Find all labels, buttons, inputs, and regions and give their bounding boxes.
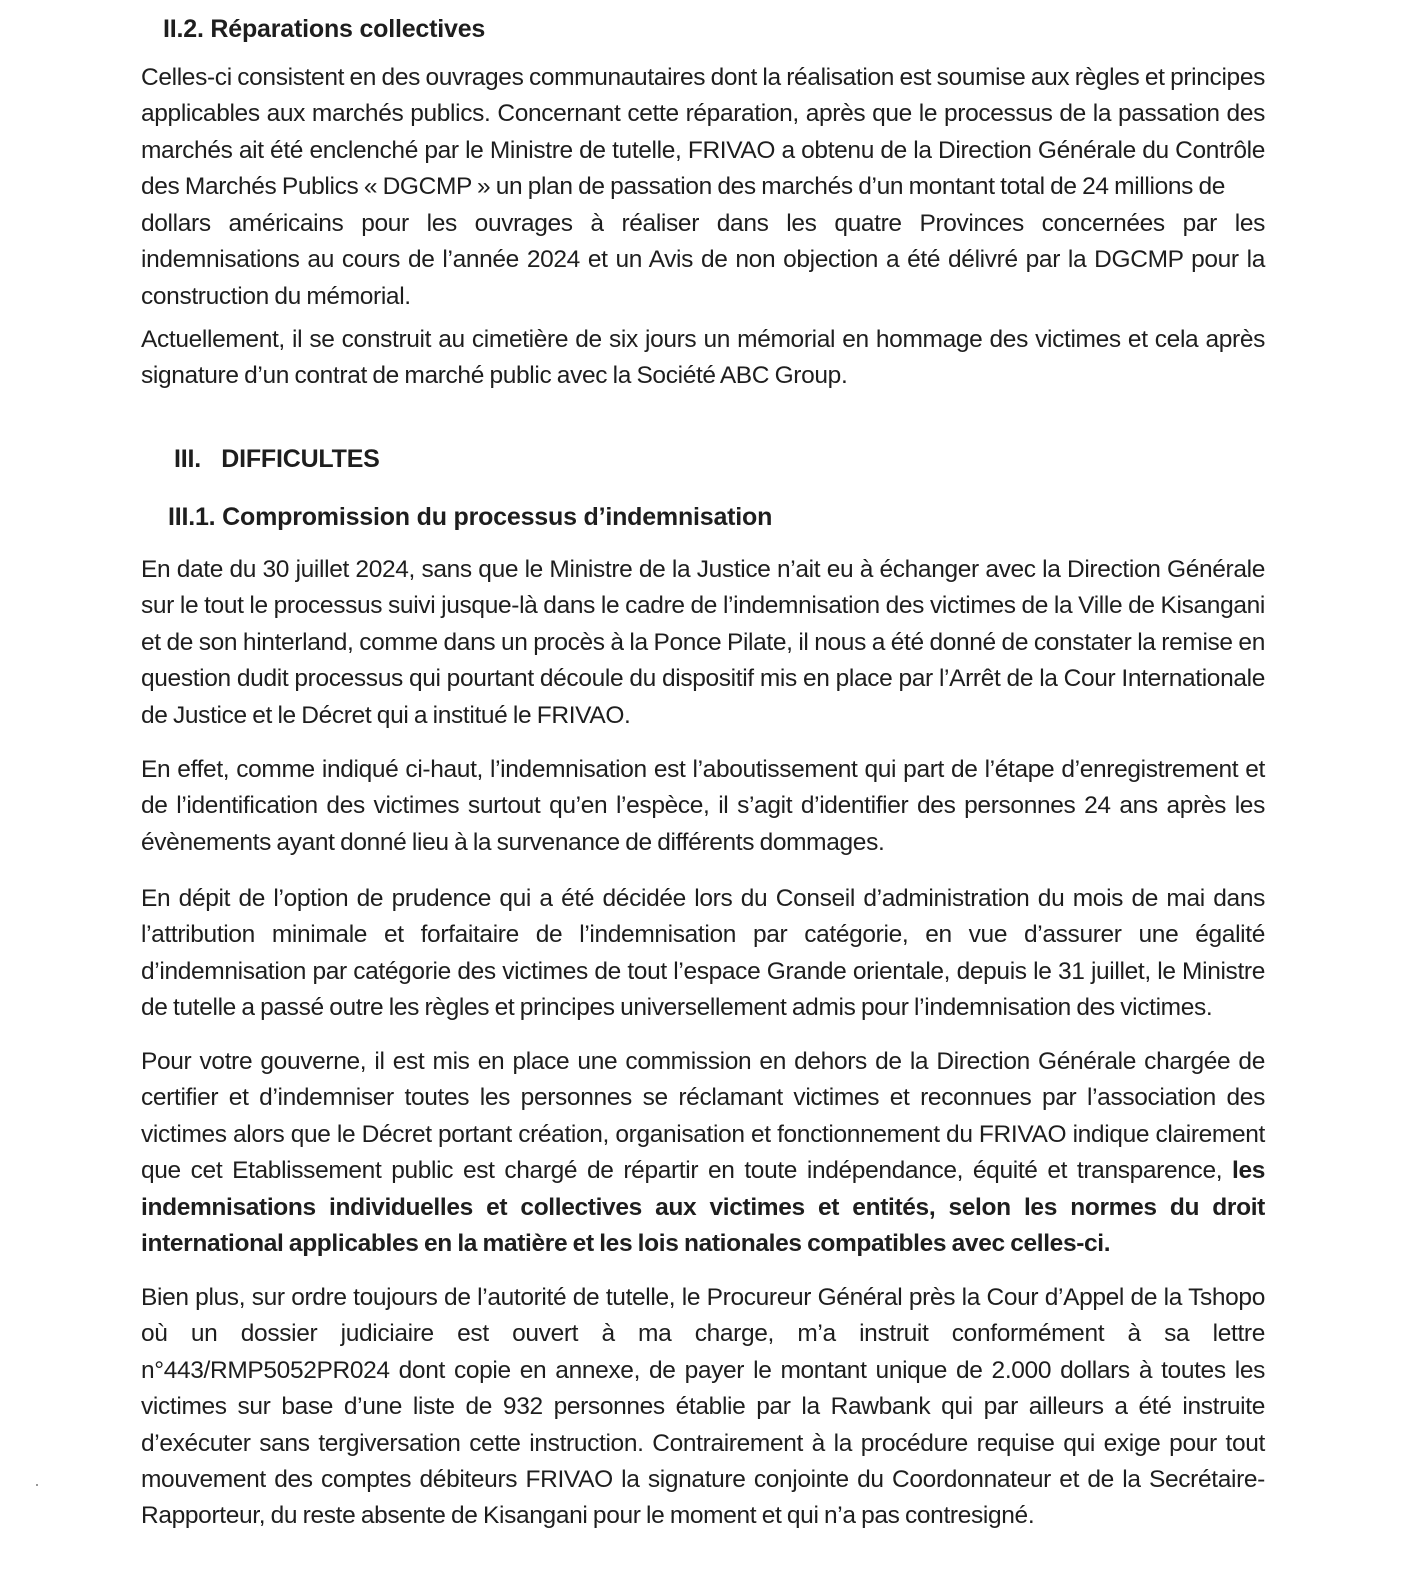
section-heading-reparations-collectives: II.2. Réparations collectives <box>163 15 486 43</box>
scan-speck <box>36 1484 38 1486</box>
section-heading-compromission: III.1. Compromission du processus d’indemnisation <box>168 503 773 531</box>
paragraph-procurement-plan: dollars américains pour les ouvrages à réaliser dans les quatre Provinces concernées par les indemnisations au cours de l’année 2024 et un Avis de non objection a été délivré par la DGCMP pour la construction du mémorial. <box>141 210 1265 310</box>
paragraph-identification: En effet, comme indiqué ci-haut, l’indemnisation est l’aboutissement qui part de l’étape d’enregistrement et de l’identification des victimes surtout qu’en l’espèce, il s’agit d’identifier des personnes 24 ans après les évènements ayant donné lieu à la survenance de différents dommages. <box>141 756 1265 856</box>
paragraph-collective-works: Celles-ci consistent en des ouvrages communautaires dont la réalisation est soumise aux règles et principes applicables aux marchés publics. Concernant cette réparation, après que le processus de la passation des marchés ait été enclenché par le Ministre de tutelle, FRIVAO a obtenu de la Direction Générale du Contrôle des Marchés Publics « DGCMP » un plan de passation des marchés d’un montant total de 24 millions de <box>141 64 1265 201</box>
section-heading-difficultes: III. DIFFICULTES <box>174 445 380 473</box>
paragraph-memorial-construction: Actuellement, il se construit au cimetière de six jours un mémorial en hommage des victimes et cela après signature d’un contrat de marché public avec la Société ABC Group. <box>141 326 1265 390</box>
paragraph-commission-text: Pour votre gouverne, il est mis en place une commission en dehors de la Direction Générale chargée de certifier et d’indemniser toutes les personnes se réclamant victimes et reconnues par l’association des victimes alors que le Décret portant création, organisation et fonctionnement du FRIVAO indique clairement que cet Etablissement public est chargé de répartir en toute indépendance, équité et transparence, <box>141 1048 1265 1185</box>
paragraph-prudence-option: En dépit de l’option de prudence qui a été décidée lors du Conseil d’administration du mois de mai dans l’attribution minimale et forfaitaire de l’indemnisation par catégorie, en vue d’assurer une égalité d’indemnisation par catégorie des victimes de tout l’espace Grande orientale, depuis le 31 juillet, le Ministre de tutelle a passé outre les règles et principes universellement admis pour l’indemnisation des victimes. <box>141 885 1265 1022</box>
paragraph-procureur-instruction: Bien plus, sur ordre toujours de l’autorité de tutelle, le Procureur Général près la Cour d’Appel de la Tshopo où un dossier judiciaire est ouvert à ma charge, m’a instruit conformément à sa lettre n°443/RMP5052PR024 dont copie en annexe, de payer le montant unique de 2.000 dollars à toutes les victimes sur base d’une liste de 932 personnes établie par la Rawbank qui par ailleurs a été instruite d’exécuter sans tergiversation cette instruction. Contrairement à la procédure requise qui exige pour tout mouvement des comptes débiteurs FRIVAO la signature conjointe du Coordonnateur et de la Secrétaire-Rapporteur, du reste absente de Kisangani pour le moment et qui n’a pas contresigné. <box>141 1284 1265 1530</box>
paragraph-commission <box>141 1044 1265 1262</box>
paragraph-july-30: En date du 30 juillet 2024, sans que le Ministre de la Justice n’ait eu à échanger avec la Direction Générale sur le tout le processus suivi jusque-là dans le cadre de l’indemnisation des victimes de la Ville de Kisangani et de son hinterland, comme dans un procès à la Ponce Pilate, il nous a été donné de constater la remise en question dudit processus qui pourtant découle du dispositif mis en place par l’Arrêt de la Cour Internationale de Justice et le Décret qui a institué le FRIVAO. <box>141 556 1265 729</box>
paragraph-commission-bold-text: les indemnisations individuelles et collectives aux victimes et entités, selon les normes du droit international applicables en la matière et les lois nationales compatibles avec celles-ci. <box>141 1157 1265 1258</box>
